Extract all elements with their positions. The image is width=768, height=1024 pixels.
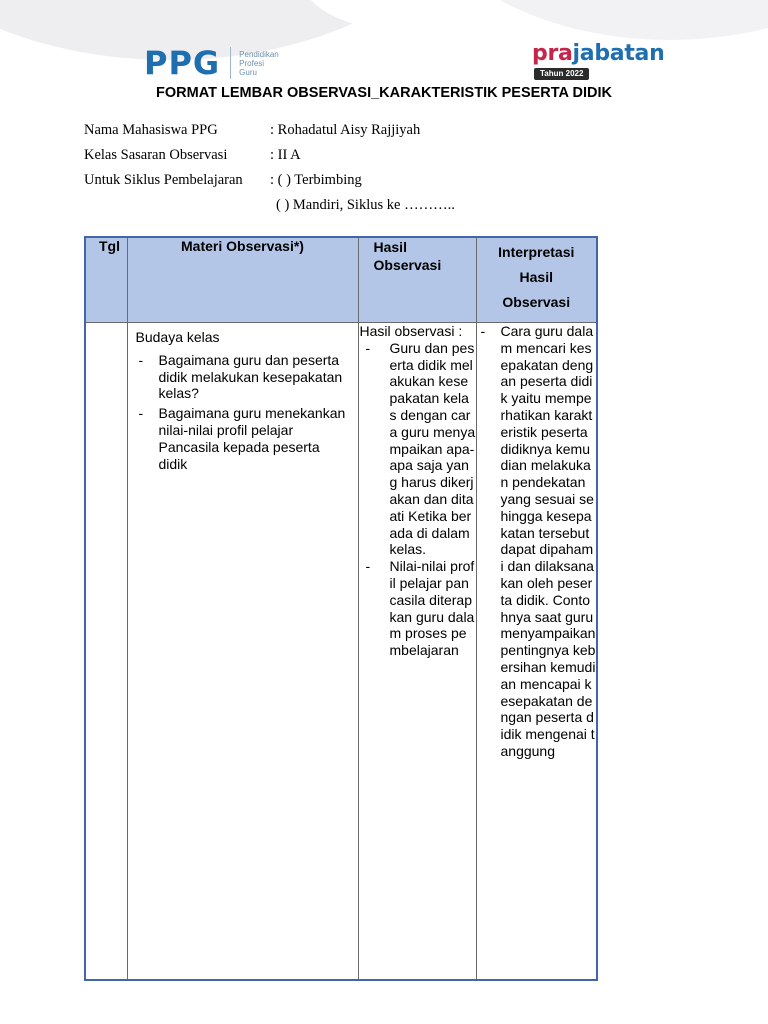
interp-item-text: Cara guru dalam mencari kesepakatan dengan peserta didik yaitu memperhatikan karakteristik peserta didiknya kemudian melakukan pendekatan yang sesuai sehingga kesepakatan tersebut dapat dipahami dan dilaksanakan oleh peserta didik. Contohnya saat guru menyampaikan pentingnya kebersihan kemudian mencapai kesepakatan dengan peserta didik mengenai tanggung [500,323,596,759]
header-interp-line: Hasil [519,269,553,285]
header-hasil-line: Observasi [373,257,442,273]
student-label: Nama Mahasiswa PPG [84,122,218,138]
info-row-cycle-2 [84,196,455,221]
list-item [479,323,597,760]
hasil-item-text: Nilai-nilai profil pelajar pancasila diterapkan guru dalam proses pembelajaran [389,558,475,659]
cell-tgl [85,323,127,981]
list-dash: - [138,405,144,422]
hasil-intro: Hasil observasi : [359,323,463,339]
list-item [136,352,352,402]
class-value: : II A [270,147,301,163]
info-row-cycle [84,171,455,196]
observation-table [84,236,598,981]
student-value: : Rohadatul Aisy Rajjiyah [270,122,421,138]
table-row [85,323,597,981]
list-item [360,558,476,659]
list-item [136,405,352,472]
list-dash: - [365,558,371,575]
list-item [360,340,476,558]
info-block [84,121,455,221]
table-header-row [85,237,597,323]
prajabatan-logo-part2: jabatan [572,41,665,66]
list-dash: - [365,339,371,356]
header-interp-line: Interpretasi [498,244,575,260]
header-hasil-line: Hasil [373,239,407,255]
info-row-class [84,146,455,171]
prajabatan-logo-text [532,41,664,67]
cell-hasil [358,323,476,981]
materi-title: Budaya kelas [135,329,220,345]
cycle-option-guided: : ( ) Terbimbing [270,172,362,188]
prajabatan-logo [532,41,664,85]
header-interpretasi [476,237,597,323]
logo-divider [230,47,231,79]
cell-materi [127,323,358,981]
info-row-student [84,121,455,146]
header-materi: Materi Observasi*) [127,237,358,323]
ppg-logo-text: PPG [144,44,221,82]
ppg-logo [144,45,279,81]
ppg-subtitle-line: Guru [239,67,257,77]
materi-item-text: Bagaimana guru menekankan nilai-nilai profil pelajar Pancasila kepada peserta didik [158,405,346,472]
hasil-item-text: Guru dan peserta didik melakukan kesepakatan kelas dengan cara guru menyampaikan apa-apa saja yang harus dikerjakan dan ditaati Ketika berada di dalam kelas. [389,339,476,558]
document-title: FORMAT LEMBAR OBSERVASI_KARAKTERISTIK PESERTA DIDIK [156,85,612,101]
ppg-subtitle-line: Profesi [239,58,265,68]
list-dash: - [480,323,486,339]
header-tgl: Tgl [85,237,127,323]
class-label: Kelas Sasaran Observasi [84,147,228,163]
cell-interpretasi [476,323,597,981]
cycle-option-independent: ( ) Mandiri, Siklus ke ……….. [276,197,455,213]
ppg-subtitle-line: Pendidikan [239,49,279,59]
prajabatan-year-badge: Tahun 2022 [534,68,589,80]
ppg-logo-subtitle [239,50,279,77]
cycle-label: Untuk Siklus Pembelajaran [84,172,243,188]
list-dash: - [138,351,144,368]
prajabatan-logo-part1: pra [532,41,573,66]
materi-item-text: Bagaimana guru dan peserta didik melakukan kesepakatan kelas? [158,351,343,402]
header-interp-line: Observasi [502,294,571,310]
header-hasil [358,237,476,323]
